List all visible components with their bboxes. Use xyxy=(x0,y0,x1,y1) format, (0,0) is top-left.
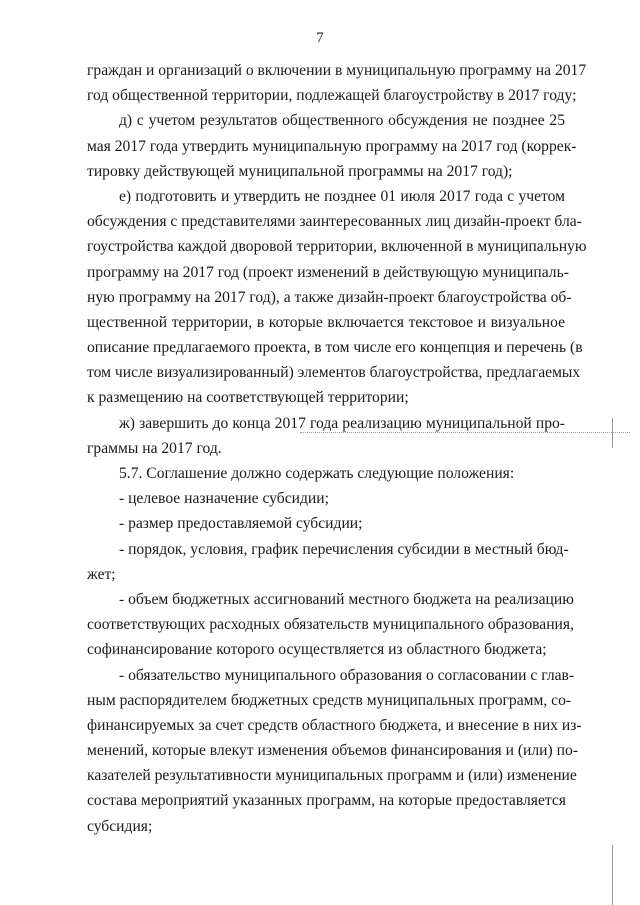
page-number: 7 xyxy=(316,30,324,46)
document-body xyxy=(87,58,587,839)
text-line: - обязательство муниципального образования о согласовании с глав- xyxy=(119,666,575,684)
text-line: ную программу на 2017 год), а также дизайн-проект благоустройства об- xyxy=(87,288,572,306)
scan-artifact-dotted-line xyxy=(300,432,630,433)
text-line: менений, которые влекут изменения объемов финансирования и (или) по- xyxy=(87,742,578,760)
text-line: ж) завершить до конца 2017 года реализацию муниципальной про- xyxy=(119,414,565,432)
text-line: софинансирование которого осуществляется из областного бюджета; xyxy=(87,641,547,659)
text-line: описание предлагаемого проекта, в том числе его концепция и перечень (в xyxy=(87,339,583,357)
scan-artifact-edge-mark xyxy=(612,845,613,905)
text-line: 5.7. Соглашение должно содержать следующие положения: xyxy=(119,465,515,482)
text-line: д) с учетом результатов общественного обсуждения не позднее 25 xyxy=(119,112,565,130)
text-line: гоустройства каждой дворовой территории, включенной в муниципальную xyxy=(87,238,587,256)
text-line: программу на 2017 год (проект изменений в действующую муниципаль- xyxy=(87,263,569,281)
text-line: мая 2017 года утвердить муниципальную программу на 2017 год (коррек- xyxy=(87,137,577,155)
text-line: граждан и организаций о включении в муниципальную программу на 2017 xyxy=(87,62,587,79)
text-line: обсуждения с представителями заинтересованных лиц дизайн-проект бла- xyxy=(87,213,582,231)
text-line: ным распорядителем бюджетных средств муниципальных программ, со- xyxy=(87,691,572,709)
text-line: соответствующих расходных обязательств муниципального образования, xyxy=(87,616,574,634)
text-line: граммы на 2017 год. xyxy=(87,439,222,457)
text-line: - целевое назначение субсидии; xyxy=(119,490,329,508)
text-line: - размер предоставляемой субсидии; xyxy=(119,515,363,533)
text-line: жет; xyxy=(87,565,116,583)
text-line: - порядок, условия, график перечисления субсидии в местный бюд- xyxy=(119,540,569,558)
text-line: состава мероприятий указанных программ, на которые предоставляется xyxy=(87,792,566,810)
text-line: казателей результативности муниципальных программ и (или) изменение xyxy=(87,767,577,785)
text-line: - объем бюджетных ассигнований местного бюджета на реализацию xyxy=(119,590,574,608)
text-line: щественной территории, в которые включается текстовое и визуальное xyxy=(87,313,565,331)
text-line: тировку действующей муниципальной программы на 2017 год); xyxy=(87,162,513,180)
scan-artifact-edge-mark xyxy=(612,418,613,448)
text-line: финансируемых за счет средств областного бюджета, и внесение в них из- xyxy=(87,716,582,734)
text-line: к размещению на соответствующей территории; xyxy=(87,389,409,407)
text-line: е) подготовить и утвердить не позднее 01 июля 2017 года с учетом xyxy=(119,187,565,205)
text-line: субсидия; xyxy=(87,817,153,835)
text-line: год общественной территории, подлежащей благоустройству в 2017 году; xyxy=(87,87,577,105)
text-line: том числе визуализированный) элементов благоустройства, предлагаемых xyxy=(87,364,581,382)
